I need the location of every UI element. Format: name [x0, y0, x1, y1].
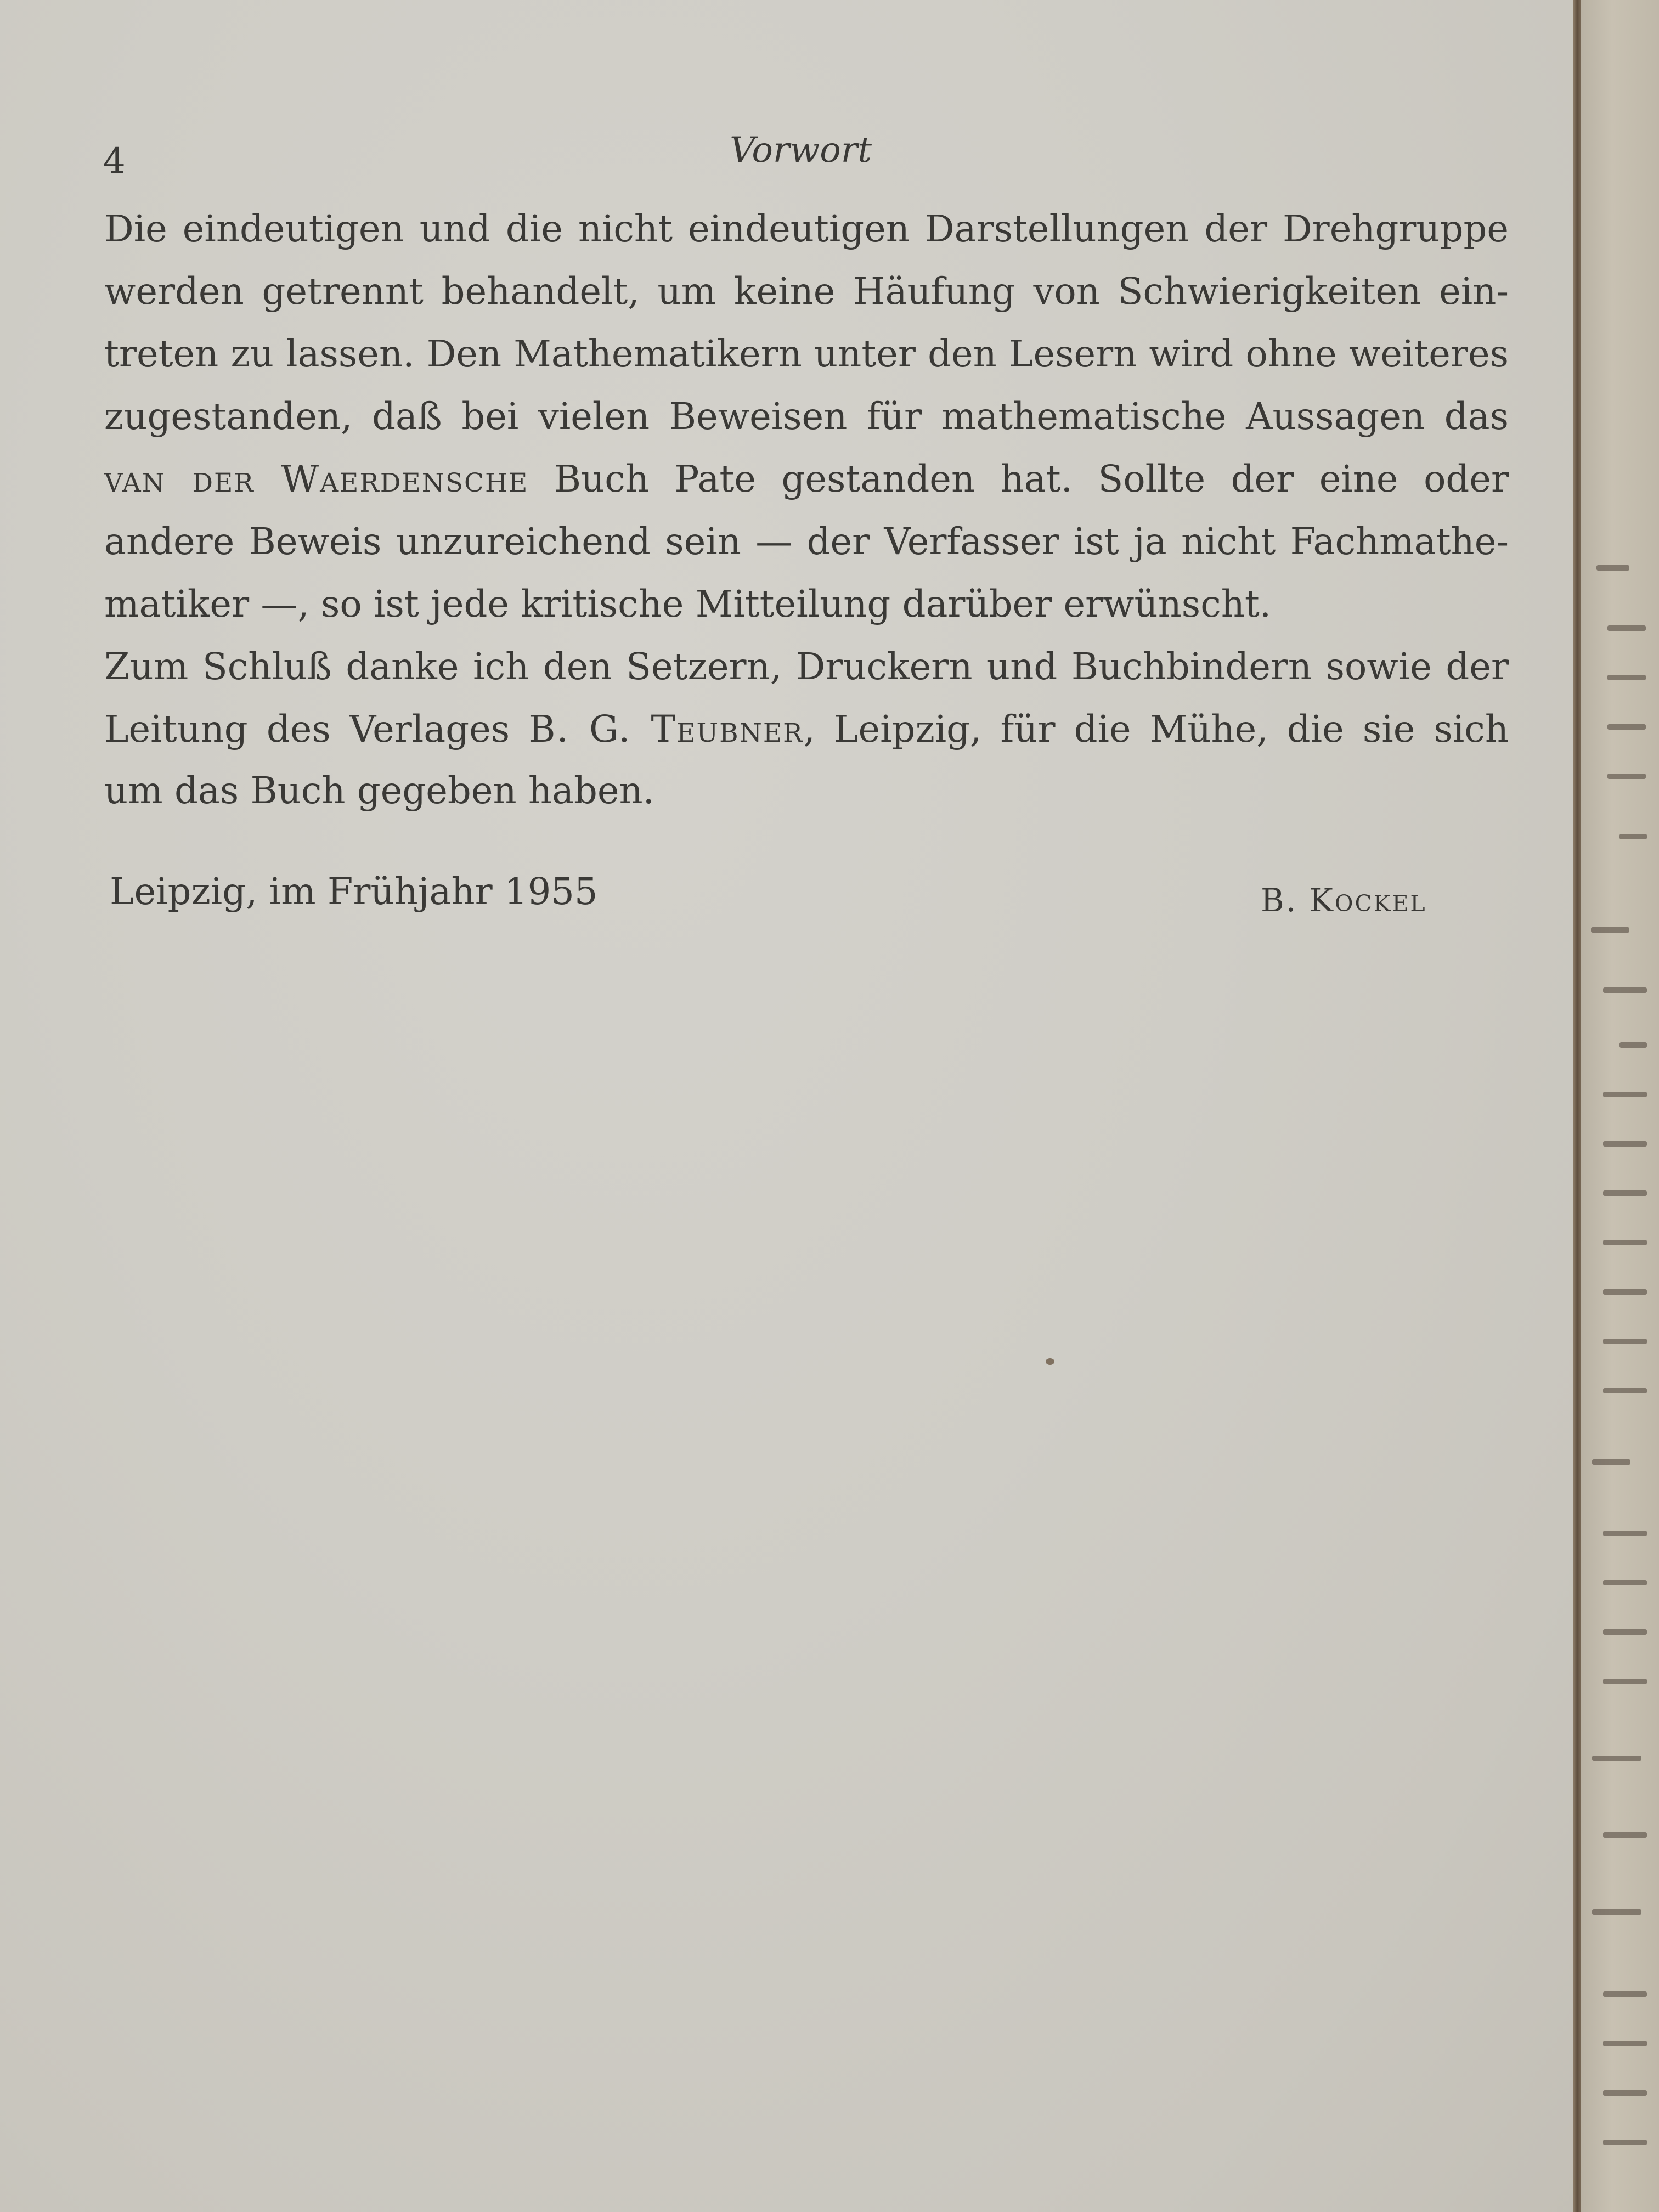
next-page-mark: [1603, 1629, 1647, 1635]
next-page-mark: [1620, 834, 1647, 839]
next-page-mark: [1603, 2140, 1647, 2145]
paper-speck: [1046, 1358, 1054, 1365]
next-page-mark: [1603, 1580, 1647, 1585]
next-page-mark: [1603, 1388, 1647, 1393]
running-head: Vorwort: [730, 130, 872, 171]
next-page-mark: [1603, 1141, 1647, 1147]
body-line-1: Die eindeutigen und die nicht eindeutigen Darstellungen der Drehgruppe: [104, 207, 1509, 250]
body-line-6: andere Beweis unzureichend sein — der Verfasser ist ja nicht Fachmathe-: [104, 520, 1509, 563]
next-page-mark: [1603, 1339, 1647, 1344]
next-page-mark: [1603, 1240, 1647, 1245]
body-line-5: [104, 458, 1509, 500]
next-page-mark: [1603, 1991, 1647, 1997]
body-line-9: [104, 708, 1509, 751]
next-page-mark: [1603, 988, 1647, 993]
next-page-mark: [1603, 1190, 1647, 1196]
next-page-mark: [1607, 724, 1646, 730]
page-edge: [1573, 0, 1581, 2212]
next-page-mark: [1603, 1289, 1647, 1295]
next-page-mark: [1603, 1832, 1647, 1838]
body-line-4: zugestanden, daß bei vielen Beweisen für mathematische Aussagen das: [104, 395, 1509, 438]
next-page-mark: [1603, 2090, 1647, 2096]
signature-author: B. Kockel: [1261, 882, 1427, 919]
next-page-mark: [1603, 1679, 1647, 1684]
next-page-mark: [1603, 2041, 1647, 2046]
author-name-waerden: van der Waerdensche: [104, 458, 529, 500]
next-page-mark: [1591, 927, 1629, 933]
next-page-mark: [1592, 1909, 1641, 1915]
signature-place-date: Leipzig, im Frühjahr 1955: [110, 870, 598, 913]
body-line-10: um das Buch gegeben haben.: [104, 769, 655, 812]
next-page-mark: [1596, 565, 1629, 571]
next-page-mark: [1620, 1042, 1647, 1048]
body-line-3: treten zu lassen. Den Mathematikern unter den Lesern wird ohne weiteres: [104, 332, 1509, 375]
body-line-5-text: Buch Pate gestanden hat. Sollte der eine oder: [554, 458, 1509, 500]
next-page-mark: [1607, 675, 1646, 680]
next-page-mark: [1592, 1756, 1641, 1761]
body-line-8: Zum Schluß danke ich den Setzern, Druckern und Buchbindern sowie der: [104, 645, 1509, 688]
publisher-name: B. G. Teubner: [528, 708, 804, 751]
body-line-2: werden getrennt behandelt, um keine Häufung von Schwierigkeiten ein-: [104, 270, 1509, 313]
next-page-mark: [1607, 625, 1646, 631]
body-line-7: matiker —, so ist jede kritische Mitteilung darüber erwünscht.: [104, 583, 1272, 625]
body-line-9-text: Leitung des Verlages: [104, 708, 510, 751]
page-number: 4: [103, 141, 126, 182]
next-page-mark: [1603, 1531, 1647, 1536]
next-page-mark: [1607, 774, 1646, 779]
next-page-strip: [1581, 0, 1659, 2212]
next-page-mark: [1603, 1092, 1647, 1097]
body-line-9-rest: , Leipzig, für die Mühe, die sie sich: [803, 708, 1509, 751]
next-page-mark: [1592, 1459, 1630, 1465]
